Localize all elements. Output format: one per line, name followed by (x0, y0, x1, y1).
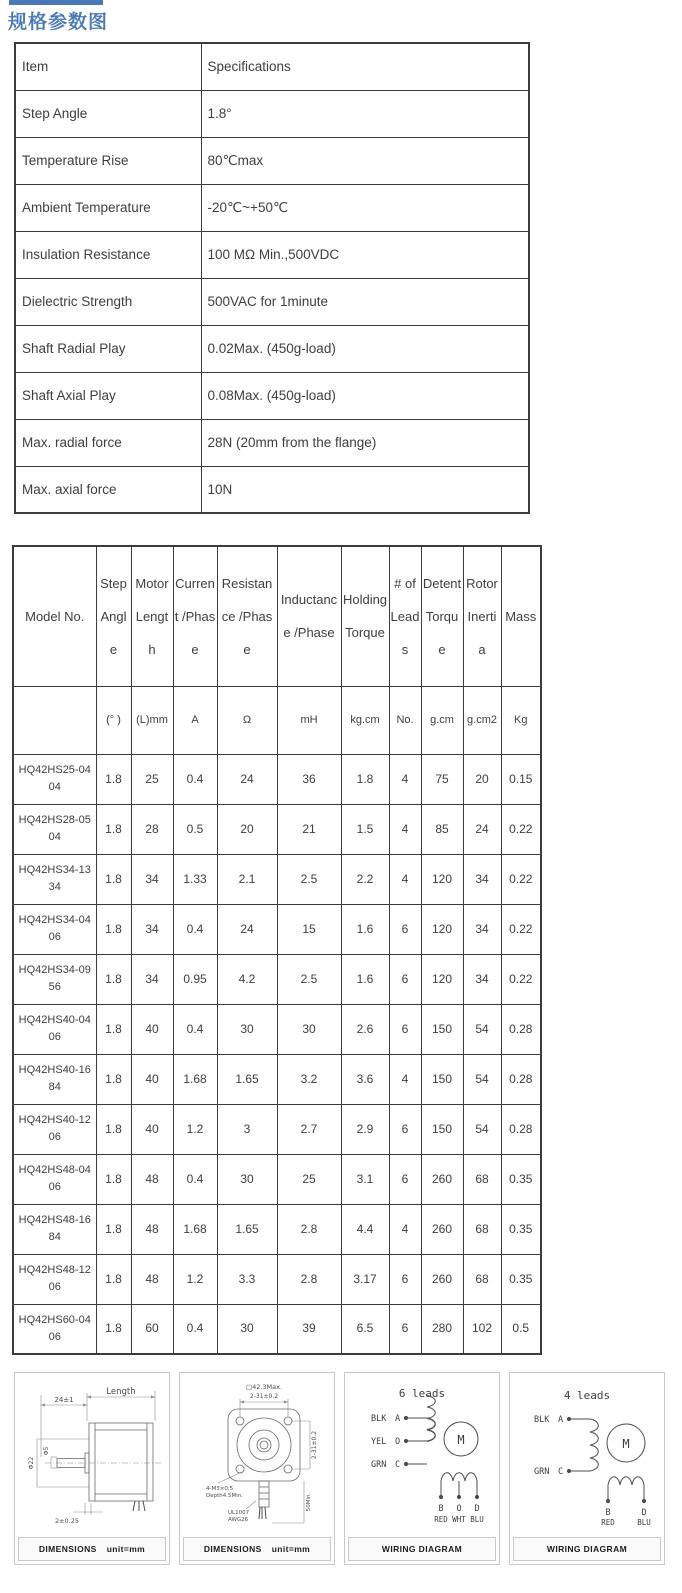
model-value-cell: 30 (217, 1304, 277, 1354)
model-table-body (13, 754, 541, 1354)
title-accent-bar (9, 0, 103, 5)
model-table-header-row (13, 546, 541, 686)
model-value-cell: 2.5 (277, 854, 341, 904)
model-value-cell: 1.65 (217, 1054, 277, 1104)
spec-item-cell: Temperature Rise (15, 137, 201, 184)
model-value-cell: 25 (277, 1154, 341, 1204)
model-value-cell: 0.4 (173, 904, 217, 954)
model-value-cell: 0.28 (501, 1104, 541, 1154)
model-column-header: Rotor Inertia (463, 546, 501, 686)
spec-row (15, 325, 529, 372)
model-value-cell: 34 (131, 904, 173, 954)
flange-thickness-label: 2±0.25 (54, 1517, 80, 1525)
model-value-cell: 75 (421, 754, 463, 804)
panel-footer (348, 1537, 496, 1561)
model-value-cell: 1.8 (96, 1254, 131, 1304)
model-value-cell: 0.22 (501, 804, 541, 854)
hole-pitch-h-label: 2-31±0.2 (249, 1393, 279, 1400)
model-value-cell: 150 (421, 1004, 463, 1054)
model-value-cell: 2.5 (277, 954, 341, 1004)
model-value-cell: 120 (421, 954, 463, 1004)
model-value-cell: 40 (131, 1104, 173, 1154)
model-number-cell: HQ42HS28-0504 (13, 804, 96, 854)
model-value-cell: 20 (217, 804, 277, 854)
model-value-cell: 0.5 (173, 804, 217, 854)
spec-item-cell: Ambient Temperature (15, 184, 201, 231)
lead-color-label: BLU (637, 1518, 651, 1527)
dimensions-front-diagram (180, 1373, 334, 1537)
model-value-cell: 54 (463, 1004, 501, 1054)
wiring-circuit (404, 1396, 478, 1499)
model-value-cell: 68 (463, 1254, 501, 1304)
hole-pitch-v-label: 2-31±0.2 (311, 1430, 318, 1460)
model-value-cell: 20 (463, 754, 501, 804)
spec-row (15, 231, 529, 278)
spec-row (15, 466, 529, 513)
spec-value-cell: 0.08Max. (450g-load) (201, 372, 529, 419)
model-value-cell: 6.5 (341, 1304, 389, 1354)
model-value-cell: 2.2 (341, 854, 389, 904)
model-value-cell: 120 (421, 854, 463, 904)
lead-pin-label: A (395, 1414, 401, 1424)
model-value-cell: 0.15 (501, 754, 541, 804)
diagram-panels (14, 1372, 665, 1565)
shaft-length-label: 24±1 (54, 1396, 74, 1404)
model-value-cell: 2.7 (277, 1104, 341, 1154)
model-column-unit: g.cm2 (463, 686, 501, 754)
wiring-title: 4 leads (563, 1389, 611, 1402)
model-value-cell: 1.68 (173, 1054, 217, 1104)
model-value-cell: 4 (389, 804, 421, 854)
model-value-cell: 1.5 (341, 804, 389, 854)
spec-value-cell: -20℃~+50℃ (201, 184, 529, 231)
model-value-cell: 260 (421, 1204, 463, 1254)
model-value-cell: 1.8 (96, 1154, 131, 1204)
dimensions-side-diagram (15, 1373, 169, 1537)
model-value-cell: 1.8 (96, 1004, 131, 1054)
spec-value-cell: 10N (201, 466, 529, 513)
model-number-cell: HQ42HS48-0406 (13, 1154, 96, 1204)
model-value-cell: 6 (389, 954, 421, 1004)
lead-color-label: RED (601, 1518, 615, 1527)
model-value-cell: 1.8 (341, 754, 389, 804)
spec-table (14, 42, 530, 514)
model-value-cell: 0.4 (173, 1004, 217, 1054)
model-value-cell: 34 (463, 854, 501, 904)
spec-value-cell: 1.8° (201, 90, 529, 137)
spec-item-cell: Item (15, 43, 201, 90)
mount-screw-label: 4-M3×0.5 (206, 1486, 234, 1492)
model-value-cell: 54 (463, 1104, 501, 1154)
shaft-diameter-label: Φ5 (43, 1446, 50, 1456)
spec-row (15, 90, 529, 137)
model-value-cell: 0.4 (173, 1304, 217, 1354)
model-value-cell: 1.8 (96, 804, 131, 854)
body-length-label: Length (106, 1387, 136, 1397)
spec-row (15, 184, 529, 231)
model-column-unit: Ω (217, 686, 277, 754)
model-column-unit: (° ) (96, 686, 131, 754)
model-column-header: Inductance /Phase (277, 546, 341, 686)
model-value-cell: 3.17 (341, 1254, 389, 1304)
model-value-cell: 6 (389, 1254, 421, 1304)
panel-dimensions-front (179, 1372, 335, 1565)
model-value-cell: 1.8 (96, 1104, 131, 1154)
model-value-cell: 30 (277, 1004, 341, 1054)
dimension-labels (28, 1387, 136, 1525)
model-value-cell: 0.4 (173, 1154, 217, 1204)
lead-color-label: RED (434, 1515, 448, 1524)
motor-symbol: M (457, 1433, 465, 1447)
lead-color-label: GRN (371, 1460, 387, 1470)
lead-color-label: BLK (371, 1414, 387, 1424)
lead-color-label: BLU (470, 1515, 484, 1524)
spec-row (15, 137, 529, 184)
model-table-row (13, 1254, 541, 1304)
spec-value-cell: 500VAC for 1minute (201, 278, 529, 325)
model-value-cell: 1.68 (173, 1204, 217, 1254)
wire-spec-label: UL1007 (228, 1510, 250, 1516)
model-value-cell: 34 (463, 904, 501, 954)
model-table-row (13, 754, 541, 804)
model-table (12, 545, 542, 1355)
model-value-cell: 2.8 (277, 1254, 341, 1304)
panel-footer-unit: unit=mm (271, 1544, 311, 1554)
model-number-cell: HQ42HS60-0406 (13, 1304, 96, 1354)
model-value-cell: 25 (131, 754, 173, 804)
spec-item-cell: Max. radial force (15, 419, 201, 466)
model-value-cell: 24 (217, 754, 277, 804)
model-value-cell: 1.8 (96, 754, 131, 804)
panel-footer-title: DIMENSIONS (203, 1544, 262, 1554)
model-value-cell: 15 (277, 904, 341, 954)
model-value-cell: 24 (463, 804, 501, 854)
model-value-cell: 48 (131, 1154, 173, 1204)
model-value-cell: 60 (131, 1304, 173, 1354)
model-value-cell: 1.8 (96, 1304, 131, 1354)
model-value-cell: 260 (421, 1254, 463, 1304)
model-value-cell: 102 (463, 1304, 501, 1354)
model-value-cell: 1.6 (341, 904, 389, 954)
lead-color-label: GRN (534, 1467, 550, 1477)
model-value-cell: 40 (131, 1004, 173, 1054)
model-value-cell: 4 (389, 854, 421, 904)
model-column-unit: (L)mm (131, 686, 173, 754)
model-value-cell: 40 (131, 1054, 173, 1104)
model-column-unit (13, 686, 96, 754)
model-column-unit: A (173, 686, 217, 754)
dimension-labels (206, 1383, 318, 1523)
model-table-row (13, 1104, 541, 1154)
model-value-cell: 1.8 (96, 954, 131, 1004)
motor-side-outline (57, 1423, 153, 1511)
model-value-cell: 1.2 (173, 1104, 217, 1154)
model-value-cell: 30 (217, 1154, 277, 1204)
panel-footer-title: DIMENSIONS (38, 1544, 97, 1554)
model-value-cell: 68 (463, 1204, 501, 1254)
model-column-header: Step Angle (96, 546, 131, 686)
model-value-cell: 36 (277, 754, 341, 804)
model-value-cell: 2.1 (217, 854, 277, 904)
model-column-header: Current /Phase (173, 546, 217, 686)
lead-pin-label: C (395, 1460, 401, 1470)
model-value-cell: 48 (131, 1254, 173, 1304)
model-number-cell: HQ42HS34-0406 (13, 904, 96, 954)
spec-row (15, 372, 529, 419)
model-column-header: Motor Length (131, 546, 173, 686)
model-table-row (13, 804, 541, 854)
lead-color-label: WHT (452, 1515, 466, 1524)
model-value-cell: 34 (463, 954, 501, 1004)
lead-pin-label: A (558, 1415, 564, 1425)
panel-dimensions-side (14, 1372, 170, 1565)
model-value-cell: 3.1 (341, 1154, 389, 1204)
model-number-cell: HQ42HS25-0404 (13, 754, 96, 804)
model-value-cell: 6 (389, 1004, 421, 1054)
model-number-cell: HQ42HS34-0956 (13, 954, 96, 1004)
model-value-cell: 1.8 (96, 1204, 131, 1254)
spec-item-cell: Step Angle (15, 90, 201, 137)
model-value-cell: 0.28 (501, 1054, 541, 1104)
model-value-cell: 150 (421, 1054, 463, 1104)
model-table-row (13, 854, 541, 904)
lead-pin-label: B (605, 1508, 611, 1518)
model-value-cell: 0.22 (501, 904, 541, 954)
model-value-cell: 1.8 (96, 1054, 131, 1104)
wiring-diagram-6-leads (345, 1373, 499, 1537)
dimension-lines (218, 1399, 310, 1523)
wiring-circuit (567, 1417, 645, 1502)
model-value-cell: 1.2 (173, 1254, 217, 1304)
wiring-diagram-4-leads (510, 1373, 664, 1537)
model-value-cell: 1.6 (341, 954, 389, 1004)
model-value-cell: 150 (421, 1104, 463, 1154)
spec-row (15, 419, 529, 466)
model-table-row (13, 1304, 541, 1354)
model-value-cell: 28 (131, 804, 173, 854)
model-value-cell: 85 (421, 804, 463, 854)
spec-value-cell: 28N (20mm from the flange) (201, 419, 529, 466)
model-number-cell: HQ42HS40-0406 (13, 1004, 96, 1054)
page-title: 规格参数图 (8, 12, 109, 33)
lead-color-label: YEL (371, 1437, 387, 1447)
spec-row (15, 43, 529, 90)
spec-item-cell: Insulation Resistance (15, 231, 201, 278)
motor-symbol: M (622, 1437, 630, 1451)
model-table-row (13, 904, 541, 954)
motor-face-outline (228, 1409, 300, 1519)
spec-value-cell: 100 MΩ Min.,500VDC (201, 231, 529, 278)
model-value-cell: 21 (277, 804, 341, 854)
model-table-row (13, 1154, 541, 1204)
model-column-unit: No. (389, 686, 421, 754)
model-value-cell: 3.3 (217, 1254, 277, 1304)
model-column-header: Model No. (13, 546, 96, 686)
model-value-cell: 24 (217, 904, 277, 954)
wire-gauge-label: AWG26 (228, 1517, 249, 1523)
lead-pin-label: D (474, 1504, 480, 1514)
model-value-cell: 0.28 (501, 1004, 541, 1054)
model-value-cell: 2.9 (341, 1104, 389, 1154)
model-value-cell: 4 (389, 754, 421, 804)
model-value-cell: 3.6 (341, 1054, 389, 1104)
model-number-cell: HQ42HS40-1206 (13, 1104, 96, 1154)
model-value-cell: 1.8 (96, 854, 131, 904)
model-value-cell: 0.22 (501, 954, 541, 1004)
model-value-cell: 2.6 (341, 1004, 389, 1054)
panel-footer (513, 1537, 661, 1561)
pilot-diameter-label: Φ22 (28, 1456, 35, 1470)
lead-pin-label: C (558, 1467, 564, 1477)
model-value-cell: 3 (217, 1104, 277, 1154)
model-value-cell: 0.95 (173, 954, 217, 1004)
model-column-header: Mass (501, 546, 541, 686)
face-size-label: □42.3Max. (245, 1383, 283, 1391)
model-value-cell: 0.35 (501, 1204, 541, 1254)
model-value-cell: 6 (389, 1104, 421, 1154)
model-number-cell: HQ42HS40-1684 (13, 1054, 96, 1104)
spec-item-cell: Shaft Axial Play (15, 372, 201, 419)
model-number-cell: HQ42HS48-1206 (13, 1254, 96, 1304)
spec-item-cell: Dielectric Strength (15, 278, 201, 325)
model-value-cell: 68 (463, 1154, 501, 1204)
model-value-cell: 120 (421, 904, 463, 954)
model-value-cell: 280 (421, 1304, 463, 1354)
model-value-cell: 0.5 (501, 1304, 541, 1354)
model-value-cell: 0.4 (173, 754, 217, 804)
model-table-units-row (13, 686, 541, 754)
lead-color-label: BLK (534, 1415, 550, 1425)
model-value-cell: 48 (131, 1204, 173, 1254)
spec-table-body (15, 43, 529, 513)
spec-value-cell: Specifications (201, 43, 529, 90)
mount-screw-depth-label: Depth4.5Min. (206, 1493, 244, 1499)
spec-item-cell: Shaft Radial Play (15, 325, 201, 372)
model-value-cell: 4 (389, 1204, 421, 1254)
model-value-cell: 3.2 (277, 1054, 341, 1104)
model-value-cell: 34 (131, 854, 173, 904)
wiring-title: 6 leads (398, 1387, 446, 1400)
model-value-cell: 4 (389, 1054, 421, 1104)
model-value-cell: 30 (217, 1004, 277, 1054)
model-value-cell: 0.22 (501, 854, 541, 904)
lead-pin-label: D (641, 1508, 647, 1518)
model-value-cell: 6 (389, 1154, 421, 1204)
model-number-cell: HQ42HS48-1684 (13, 1204, 96, 1254)
panel-footer (18, 1537, 166, 1561)
model-value-cell: 1.8 (96, 904, 131, 954)
panel-wiring-6-leads (344, 1372, 500, 1565)
spec-row (15, 278, 529, 325)
model-table-row (13, 1004, 541, 1054)
model-number-cell: HQ42HS34-1334 (13, 854, 96, 904)
model-value-cell: 0.35 (501, 1254, 541, 1304)
spec-item-cell: Max. axial force (15, 466, 201, 513)
lead-pin-label: O (456, 1504, 462, 1514)
model-column-header: Holding Torque (341, 546, 389, 686)
model-value-cell: 2.8 (277, 1204, 341, 1254)
model-value-cell: 39 (277, 1304, 341, 1354)
model-value-cell: 1.33 (173, 854, 217, 904)
lead-pin-label: O (395, 1437, 401, 1447)
model-column-unit: kg.cm (341, 686, 389, 754)
model-column-header: Detent Torque (421, 546, 463, 686)
model-value-cell: 260 (421, 1154, 463, 1204)
model-value-cell: 34 (131, 954, 173, 1004)
panel-wiring-4-leads (509, 1372, 665, 1565)
spec-value-cell: 0.02Max. (450g-load) (201, 325, 529, 372)
model-column-unit: Kg (501, 686, 541, 754)
model-table-row (13, 1204, 541, 1254)
model-table-row (13, 954, 541, 1004)
model-value-cell: 4.2 (217, 954, 277, 1004)
panel-footer (183, 1537, 331, 1561)
model-column-header: # of Leads (389, 546, 421, 686)
model-table-row (13, 1054, 541, 1104)
model-value-cell: 6 (389, 1304, 421, 1354)
model-value-cell: 4.4 (341, 1204, 389, 1254)
lead-pin-label: B (438, 1504, 444, 1514)
model-column-unit: mH (277, 686, 341, 754)
wire-length-label: 50Min. (306, 1492, 312, 1512)
spec-value-cell: 80℃max (201, 137, 529, 184)
model-column-unit: g.cm (421, 686, 463, 754)
panel-footer-title: WIRING DIAGRAM (381, 1544, 463, 1554)
model-value-cell: 6 (389, 904, 421, 954)
model-column-header: Resistance /Phase (217, 546, 277, 686)
panel-footer-title: WIRING DIAGRAM (546, 1544, 628, 1554)
model-value-cell: 1.65 (217, 1204, 277, 1254)
panel-footer-unit: unit=mm (106, 1544, 146, 1554)
model-value-cell: 54 (463, 1054, 501, 1104)
dimension-lines (37, 1391, 163, 1515)
model-value-cell: 0.35 (501, 1154, 541, 1204)
